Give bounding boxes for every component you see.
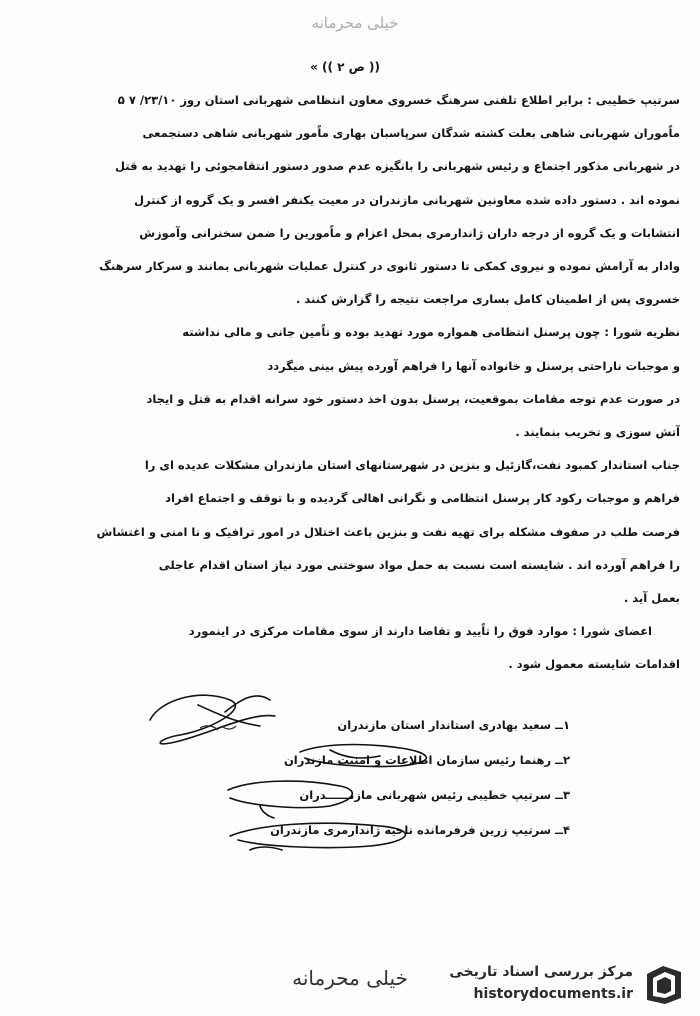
watermark-title: مرکز بررسی اسناد تاریخی <box>449 964 633 980</box>
text-line: وادار به آرامش نموده و نیروی کمکی تا دستور ثانوی در کنترل عملیات شهربانی بمانند و سرکار سرهنگ <box>99 259 680 274</box>
text-line: نموده اند . دستور داده شده معاونین شهربانی مازندران در معیت یکنفر افسر و یک گروه از کنترل <box>133 192 680 207</box>
paragraph-council-members <box>20 615 680 681</box>
recipient-list <box>150 708 570 848</box>
recipient-item: ۲ــ رهنما رئیس سازمان اطلاعات و امنیت مازندران <box>283 753 570 767</box>
text-line: خسروی پس از اطمینان کامل بساری مراجعت نتیجه را گزارش کنند . <box>296 292 680 307</box>
page-number: (( ص ۲ )) » <box>310 60 380 74</box>
archive-logo-icon <box>639 960 689 1008</box>
archive-watermark <box>400 958 695 1010</box>
recipient-item: ۳ــ سرتیپ خطیبی رئیس شهربانی مازنــــــدران <box>299 788 570 802</box>
classification-stamp-top: خیلی محرمانه <box>311 14 399 32</box>
text-line: آتش سوزی و تخریب بنمایند . <box>515 425 680 440</box>
text-line: اعضای شورا : موارد فوق را تاًیید و تقاضا دارند از سوی مقامات مرکزی در اینمورد <box>188 624 652 639</box>
paragraph-council-opinion <box>20 316 680 449</box>
text-line: ماًموران شهربانی شاهی بعلت کشته شدگان سرپاسبان بهاری ماًمور شهربانی شاهی دستجمعی <box>142 126 680 141</box>
recipient-item: ۴ــ سرتیپ زرین فرفرمانده ناحیه ژاندارمری مازندران <box>270 823 570 837</box>
paragraph-governor <box>20 449 680 615</box>
text-line: فراهم و موجبات رکود کار پرسنل انتظامی و نگرانی اهالی گردیده و با توقف و اجتماع افراد <box>165 491 680 506</box>
text-line: انتشابات و یک گروه از درجه داران ژاندارمری بمحل اعزام و ماًمورین را ضمن سخنرانی وآموزش <box>139 225 680 240</box>
text-line: در صورت عدم توجه مقامات بموقعیت، پرسنل بدون اخذ دستور خود سرانه اقدام به قتل و ایجاد <box>146 391 680 406</box>
text-line: و موجبات ناراحتی پرسنل و خانواده آنها را فراهم آورده پیش بینی میگردد <box>267 358 680 373</box>
text-line: در شهربانی مذکور اجتماع و رئیس شهربانی را بانگیزه عدم صدور دستور انتقامجوئی را تهدید به قتل <box>115 159 680 174</box>
text-line: بعمل آید . <box>623 591 680 606</box>
paragraph-report <box>20 84 680 316</box>
text-line: اقدامات شایسته معمول شود . <box>508 657 680 672</box>
text-line: جناب استاندار کمبود نفت،گازئیل و بنزین در شهرستانهای استان مازندران مشکلات عدیده ای را <box>144 458 680 473</box>
watermark-url: historydocuments.ir <box>473 986 633 1002</box>
text-line: را فراهم آورده اند . شایسته است نسبت به حمل مواد سوختنی مورد نیاز استان اقدام عاجلی <box>158 557 680 572</box>
text-line: نظریه شورا : چون پرسنل انتظامی همواره مورد تهدید بوده و تاًمین جانی و مالی نداشته <box>182 325 680 340</box>
document-body <box>20 84 680 682</box>
text-line: فرصت طلب در صفوف مشکله برای تهیه نفت و بنزین باعث اختلال در امور ترافیک و نا امنی و اغتشاش <box>96 524 680 539</box>
recipient-item: ۱ــ سعید بهادری استاندار استان مازندران <box>337 718 570 732</box>
classification-stamp-bottom: خیلی محرمانه <box>292 966 408 990</box>
text-line: سرتیپ خطیبی : برابر اطلاع تلفنی سرهنگ خسروی معاون انتظامی شهربانی استان روز ۲۳/۱۰/ ۷ ۵ <box>117 93 680 107</box>
